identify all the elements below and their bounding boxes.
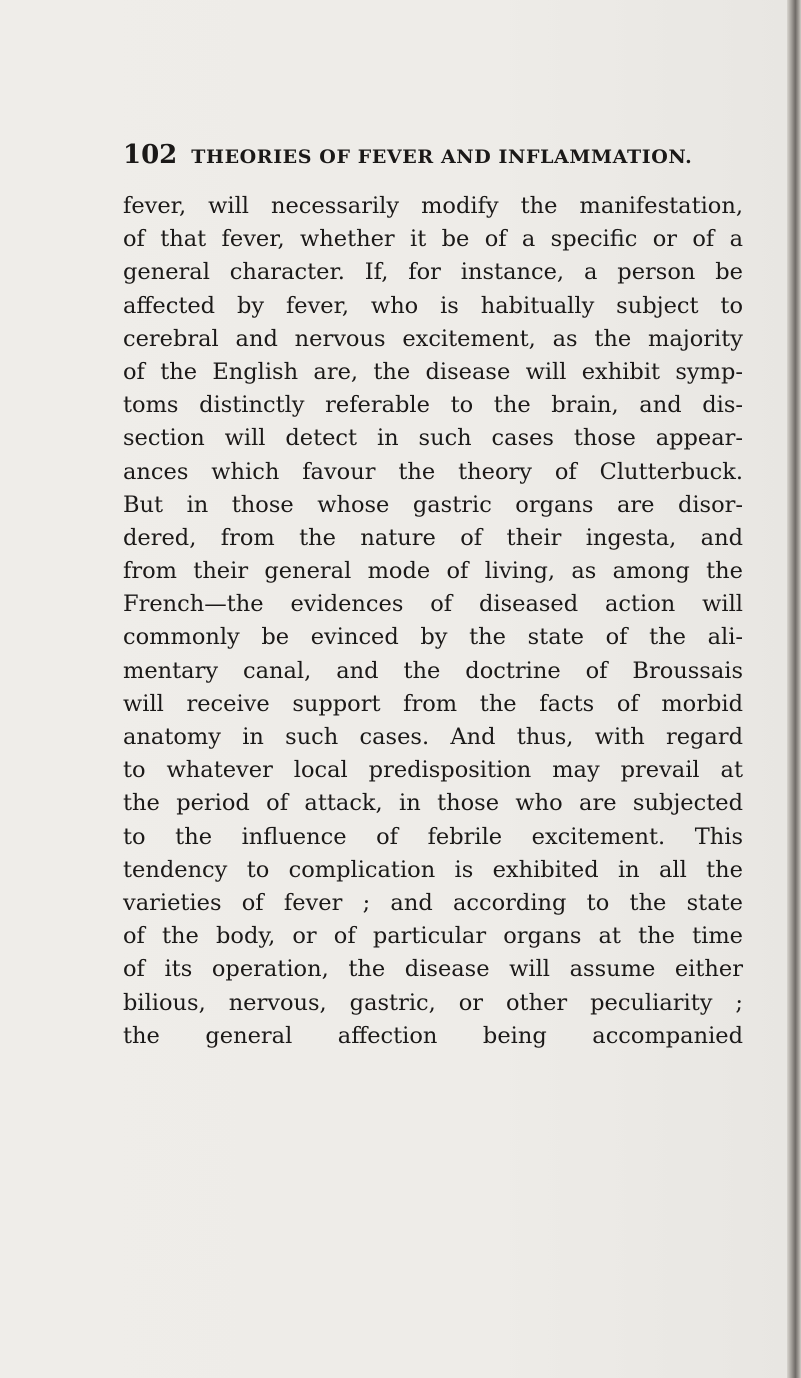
text-line: of the body, or of particular organs at the time	[123, 923, 743, 950]
text-line: to the influence of febrile excitement. This	[123, 823, 743, 850]
page-number: 102	[123, 140, 178, 170]
text-line: general character. If, for instance, a person be	[123, 259, 743, 286]
text-line: of its operation, the disease will assume either	[123, 956, 743, 983]
text-line: fever, will necessarily modify the manifestation,	[123, 193, 743, 219]
text-line: But in those whose gastric organs are disor-	[123, 491, 743, 518]
text-line: toms distinctly referable to the brain, and dis-	[123, 392, 743, 419]
text-line: of the English are, the disease will exhibit symp-	[123, 358, 743, 385]
text-line: section will detect in such cases those appear-	[123, 425, 743, 452]
running-head	[123, 140, 743, 176]
text-line: varieties of fever ; and according to the state	[123, 889, 743, 916]
text-line: tendency to complication is exhibited in all the	[123, 856, 743, 883]
text-line: anatomy in such cases. And thus, with regard	[123, 724, 743, 750]
text-line: from their general mode of living, as among the	[123, 558, 743, 585]
text-line: cerebral and nervous excitement, as the majority	[123, 325, 743, 352]
page-edge	[787, 0, 801, 1378]
text-line: bilious, nervous, gastric, or other peculiarity ;	[123, 989, 743, 1016]
text-line: affected by fever, who is habitually subject to	[123, 292, 743, 319]
text-line: ances which favour the theory of Clutterbuck.	[123, 458, 743, 485]
running-head-title: THEORIES OF FEVER AND INFLAMMATION.	[191, 146, 693, 168]
text-line: commonly be evinced by the state of the ali-	[123, 624, 743, 651]
text-line: mentary canal, and the doctrine of Broussais	[123, 657, 743, 684]
text-line: will receive support from the facts of morbid	[123, 690, 743, 717]
body-text	[123, 190, 743, 1110]
text-line: to whatever local predisposition may prevail at	[123, 757, 743, 784]
text-line: of that fever, whether it be of a specific or of a	[123, 226, 743, 253]
text-line: the period of attack, in those who are subjected	[123, 790, 743, 817]
text-line: dered, from the nature of their ingesta, and	[123, 524, 743, 551]
text-line: French—the evidences of diseased action will	[123, 591, 743, 618]
text-line: the general affection being accompanied	[123, 1022, 743, 1049]
